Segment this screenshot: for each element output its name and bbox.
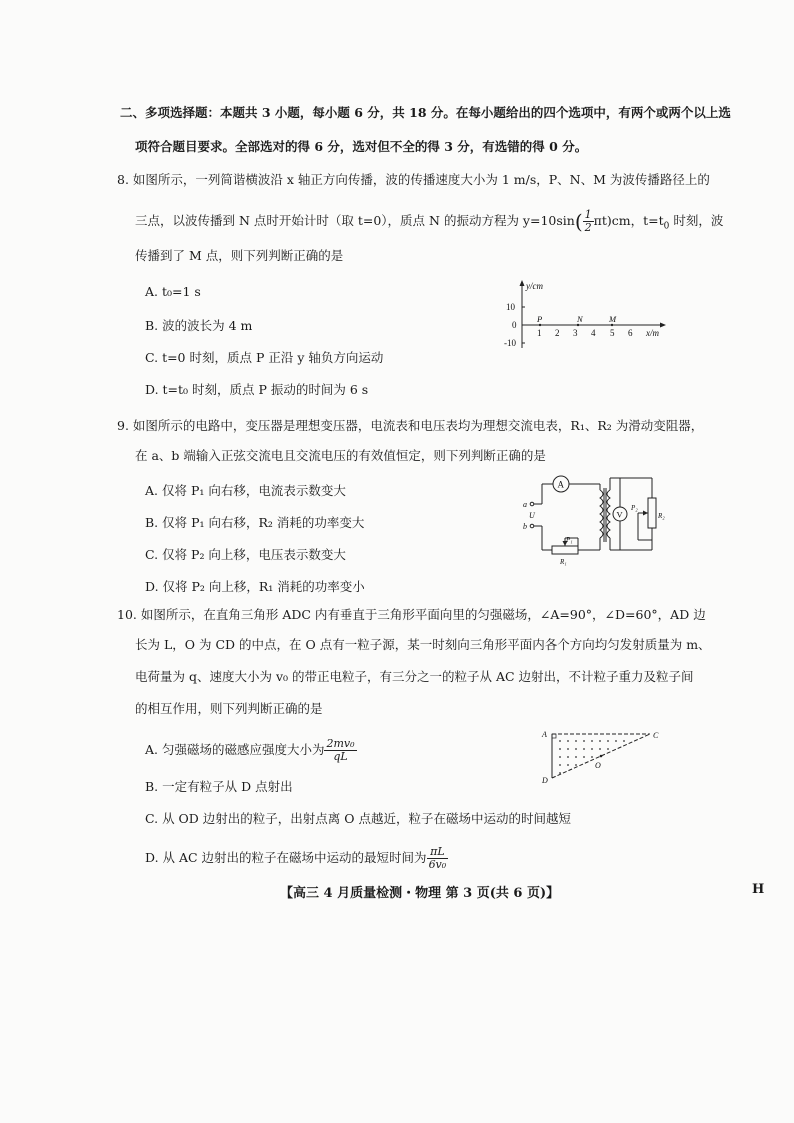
graph-xtick-6: 6 <box>628 328 633 338</box>
q10-option-c: C. 从 OD 边射出的粒子，出射点离 O 点越近，粒子在磁场中运动的时间越短 <box>145 811 571 826</box>
q8-stem-line2-text: 三点，以波传播到 N 点时开始计时（取 t=0），质点 N 的振动方程为 y=10sin <box>135 213 575 228</box>
graph-xtick-1: 1 <box>537 328 542 338</box>
q8-option-c: C. t=0 时刻，质点 P 正沿 y 轴负方向运动 <box>145 350 384 365</box>
q8-option-a: A. t₀=1 s <box>145 284 201 299</box>
q10-a-num: 2mv₀ <box>326 737 355 750</box>
q10-stem-line3: 电荷量为 q、速度大小为 v₀ 的带正电粒子，有三分之一的粒子从 AC 边射出，不计粒子重力及粒子间 <box>135 669 694 684</box>
circuit-label-a: a <box>523 500 527 509</box>
q10-option-a-fraction <box>324 738 356 763</box>
q9-option-b: B. 仅将 P₁ 向右移，R₂ 消耗的功率变大 <box>145 515 365 530</box>
q8-option-d: D. t=t₀ 时刻，质点 P 振动的时间为 6 s <box>145 382 369 397</box>
graph-xtick-4: 4 <box>591 328 596 338</box>
graph-y-label: y/cm <box>526 281 543 291</box>
q8-stem-line2-end: 时刻，波 <box>669 213 724 228</box>
q10-stem-line1: 10. 如图所示，在直角三角形 ADC 内有垂直于三角形平面向里的匀强磁场，∠A=90°，∠D=60°，AD 边 <box>117 607 706 622</box>
graph-point-m: M <box>609 314 617 324</box>
triangle-label-a: A <box>542 730 547 739</box>
q9-stem-line2: 在 a、b 端输入正弦交流电且交流电压的有效值恒定，则下列判断正确的是 <box>135 448 546 463</box>
section-title-line2: 项符合题目要求。全部选对的得 6 分，选对但不全的得 3 分，有选错的得 0 分。 <box>135 139 588 154</box>
q8-fraction <box>583 209 594 234</box>
circuit-label-p1: P₁ <box>566 536 573 544</box>
magnetic-field-dots <box>559 740 625 774</box>
q10-option-d <box>145 846 448 871</box>
triangle-label-c: C <box>653 731 659 740</box>
circuit-label-r1: R₁ <box>560 558 567 566</box>
q10-d-den: 6v₀ <box>428 858 447 871</box>
graph-x-label: x/m <box>646 328 659 338</box>
q10-triangle-diagram <box>538 726 668 786</box>
q8-wave-graph <box>500 278 670 354</box>
q8-stem-line3: 传播到了 M 点，则下列判断正确的是 <box>135 248 344 263</box>
q9-option-d: D. 仅将 P₂ 向上移，R₁ 消耗的功率变小 <box>145 579 365 594</box>
q8-frac-den: 2 <box>584 221 592 234</box>
q9-option-c: C. 仅将 P₂ 向上移，电压表示数变大 <box>145 547 346 562</box>
graph-ytick-10: 10 <box>506 302 515 312</box>
q10-option-b: B. 一定有粒子从 D 点射出 <box>145 779 293 794</box>
q9-stem-line1: 9. 如图所示的电路中，变压器是理想变压器，电流表和电压表均为理想交流电表，R₁、R₂ 为滑动变阻器， <box>117 418 704 433</box>
graph-ytick-neg10: -10 <box>504 338 516 348</box>
q8-sub-0: 0 <box>663 221 670 232</box>
q9-circuit-diagram <box>520 470 670 570</box>
q10-d-num: πL <box>427 846 449 859</box>
q10-stem-line2: 长为 L，O 为 CD 的中点，在 O 点有一粒子源，某一时刻向三角形平面内各个方向均匀发射质量为 m、 <box>135 637 711 652</box>
q8-option-b: B. 波的波长为 4 m <box>145 318 253 333</box>
q8-stem-line2: 三点，以波传播到 N 点时开始计时（取 t=0），质点 N 的振动方程为 y=10sin( $\frac{1}{2}$ πt)cm，$t=t_0$ 时刻，波 <box>135 208 724 234</box>
graph-ytick-0: 0 <box>512 320 517 330</box>
graph-point-p: P <box>537 314 543 324</box>
q10-option-a <box>145 738 357 763</box>
q8-frac-num: 1 <box>584 208 592 221</box>
circuit-label-p2: P₂ <box>631 504 638 512</box>
q10-option-d-text: D. 从 AC 边射出的粒子在磁场中运动的最短时间为 <box>145 850 427 865</box>
q9-option-a: A. 仅将 P₁ 向右移，电流表示数变大 <box>145 483 346 498</box>
graph-xtick-2: 2 <box>555 328 560 338</box>
q8-stem-line2-mid: πt)cm，t=t <box>593 213 664 228</box>
circuit-label-u: U <box>529 511 535 520</box>
triangle-label-d: D <box>542 776 548 785</box>
voltmeter-label: V <box>616 509 623 520</box>
graph-point-n: N <box>577 314 583 324</box>
page-corner-mark: H <box>752 882 765 897</box>
q10-option-d-fraction <box>427 846 449 871</box>
triangle-label-o: O <box>595 761 601 770</box>
graph-xtick-5: 5 <box>610 328 615 338</box>
graph-xtick-3: 3 <box>573 328 578 338</box>
q10-a-den: qL <box>333 750 348 763</box>
page-footer: 【高三 4 月质量检测・物理 第 3 页(共 6 页)】 <box>280 886 560 901</box>
circuit-label-r2: R₂ <box>658 512 665 520</box>
q10-option-a-text: A. 匀强磁场的磁感应强度大小为 <box>145 742 325 757</box>
q8-stem-line1: 8. 如图所示，一列简谐横波沿 x 轴正方向传播，波的传播速度大小为 1 m/s，P、N、M 为波传播路径上的 <box>117 172 710 187</box>
ammeter-label: A <box>557 479 564 490</box>
q10-stem-line4: 的相互作用，则下列判断正确的是 <box>135 701 323 716</box>
circuit-label-b: b <box>523 522 527 531</box>
section-title-line1: 二、多项选择题：本题共 3 小题，每小题 6 分，共 18 分。在每小题给出的四个选项中，有两个或两个以上选 <box>120 105 731 120</box>
